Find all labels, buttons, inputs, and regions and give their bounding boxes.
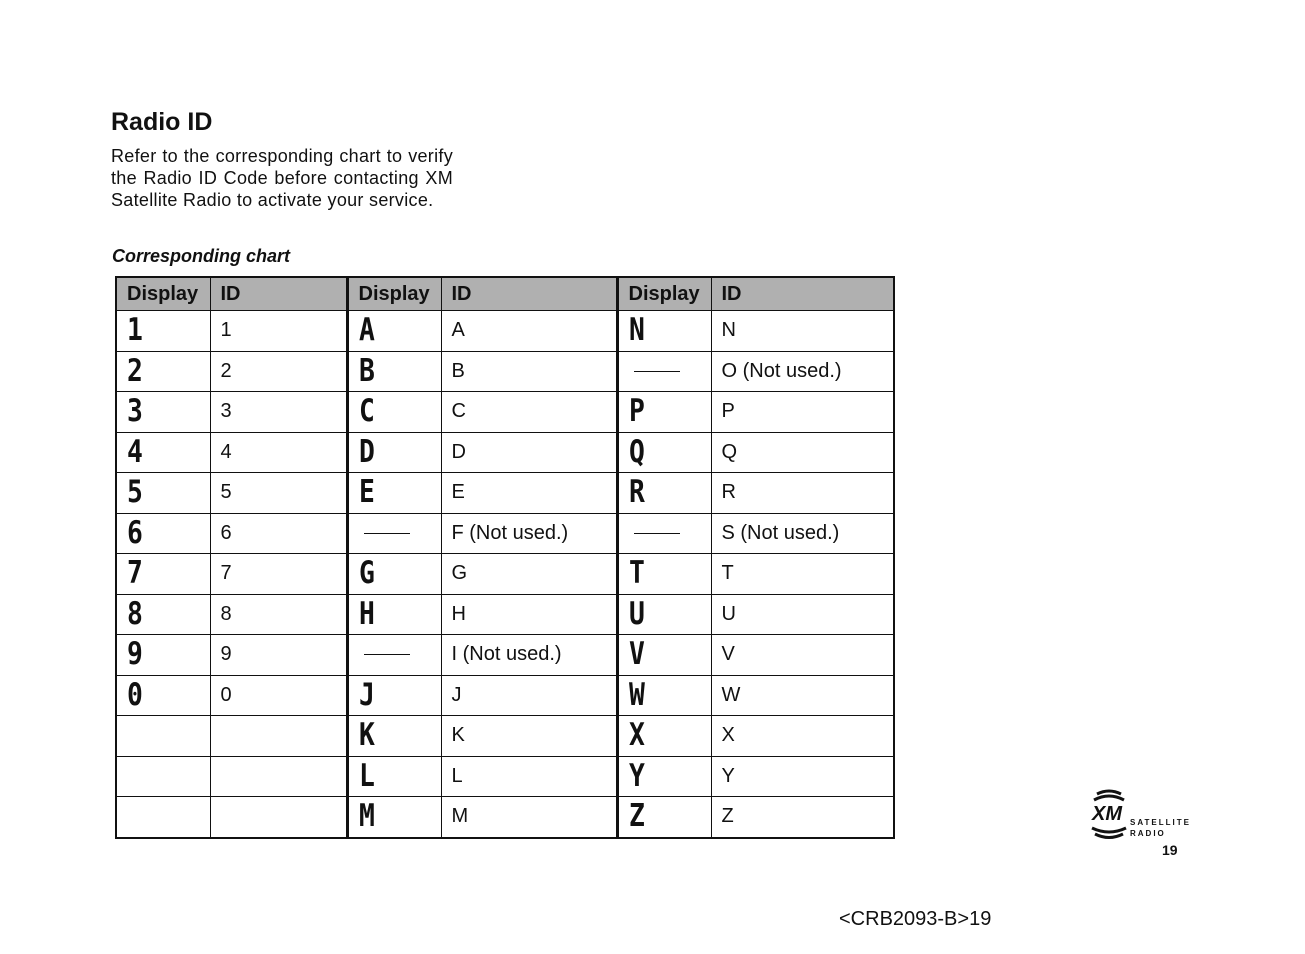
header-id-1: ID (210, 277, 347, 311)
display-cell (116, 675, 210, 716)
display-glyph: 3 (127, 393, 143, 430)
display-glyph: 9 (127, 636, 143, 673)
id-cell: 3 (210, 392, 347, 433)
id-cell: N (711, 311, 894, 352)
display-glyph: K (358, 717, 375, 754)
id-cell (210, 797, 347, 838)
id-cell: U (711, 594, 894, 635)
id-cell: 0 (210, 675, 347, 716)
id-cell: D (441, 432, 617, 473)
header-display-3: Display (617, 277, 711, 311)
header-display-2: Display (347, 277, 441, 311)
not-used-dash (634, 533, 680, 534)
display-glyph: T (628, 555, 645, 592)
header-id-2: ID (441, 277, 617, 311)
id-cell: F (Not used.) (441, 513, 617, 554)
display-glyph: Z (628, 798, 645, 835)
intro-paragraph: Refer to the corresponding chart to verify the Radio ID Code before contacting XM Satellite Radio to activate your service. (111, 146, 453, 210)
logo-text-satellite: SATELLITE (1130, 818, 1191, 827)
display-cell (347, 311, 441, 352)
display-glyph: 8 (127, 595, 143, 632)
display-cell (116, 351, 210, 392)
display-glyph: P (628, 393, 645, 430)
table-row (116, 392, 894, 433)
id-cell: C (441, 392, 617, 433)
id-cell: S (Not used.) (711, 513, 894, 554)
table-row (116, 554, 894, 595)
display-glyph: Y (628, 757, 645, 794)
logo-xm-mark: XM (1092, 803, 1122, 825)
display-glyph: Q (628, 433, 645, 470)
display-glyph: 5 (127, 474, 143, 511)
display-cell (617, 594, 711, 635)
display-cell (617, 432, 711, 473)
display-cell (116, 473, 210, 514)
id-cell: P (711, 392, 894, 433)
id-cell: E (441, 473, 617, 514)
id-cell: 2 (210, 351, 347, 392)
table-row (116, 311, 894, 352)
radio-id-chart (115, 276, 895, 839)
id-cell: K (441, 716, 617, 757)
display-glyph: 6 (127, 514, 143, 551)
chart-header-row (116, 277, 894, 311)
display-cell (617, 473, 711, 514)
display-cell (617, 513, 711, 554)
id-cell: 9 (210, 635, 347, 676)
id-cell: 4 (210, 432, 347, 473)
id-cell: Z (711, 797, 894, 838)
display-cell (347, 351, 441, 392)
display-glyph: G (358, 555, 375, 592)
chart-label: Corresponding chart (112, 246, 291, 266)
display-cell (116, 311, 210, 352)
id-cell: J (441, 675, 617, 716)
id-cell: T (711, 554, 894, 595)
display-glyph: U (628, 595, 645, 632)
display-cell (347, 392, 441, 433)
page-number: 19 (1162, 842, 1178, 858)
table-row (116, 756, 894, 797)
id-cell: M (441, 797, 617, 838)
display-cell (347, 756, 441, 797)
display-glyph: L (358, 757, 375, 794)
id-cell: 1 (210, 311, 347, 352)
display-glyph: A (358, 312, 375, 349)
table-row (116, 716, 894, 757)
id-cell: I (Not used.) (441, 635, 617, 676)
display-cell (116, 797, 210, 838)
display-cell (617, 392, 711, 433)
display-cell (347, 716, 441, 757)
id-cell: 8 (210, 594, 347, 635)
display-cell (347, 797, 441, 838)
display-cell (116, 716, 210, 757)
id-cell: L (441, 756, 617, 797)
table-row (116, 797, 894, 838)
display-cell (347, 594, 441, 635)
display-glyph: W (628, 676, 645, 713)
display-cell (617, 675, 711, 716)
display-glyph: X (628, 717, 645, 754)
display-cell (347, 635, 441, 676)
display-cell (617, 797, 711, 838)
table-row (116, 513, 894, 554)
display-glyph: 2 (127, 352, 143, 389)
id-cell: V (711, 635, 894, 676)
display-cell (116, 392, 210, 433)
id-cell: X (711, 716, 894, 757)
display-cell (347, 473, 441, 514)
display-cell (347, 513, 441, 554)
display-cell (116, 513, 210, 554)
page-title: Radio ID (111, 108, 213, 136)
display-cell (617, 351, 711, 392)
display-cell (116, 432, 210, 473)
table-row (116, 635, 894, 676)
display-glyph: N (628, 312, 645, 349)
id-cell: O (Not used.) (711, 351, 894, 392)
id-cell (210, 756, 347, 797)
display-cell (347, 432, 441, 473)
display-glyph: 0 (127, 676, 143, 713)
display-glyph: J (358, 676, 375, 713)
display-glyph: V (628, 636, 645, 673)
header-display-1: Display (116, 277, 210, 311)
display-cell (617, 756, 711, 797)
table-row (116, 473, 894, 514)
id-cell: R (711, 473, 894, 514)
display-cell (617, 311, 711, 352)
table-row (116, 594, 894, 635)
id-cell: 5 (210, 473, 347, 514)
display-glyph: 1 (127, 312, 143, 349)
display-cell (347, 554, 441, 595)
display-glyph: R (628, 474, 645, 511)
id-cell: 7 (210, 554, 347, 595)
display-glyph: M (358, 798, 375, 835)
display-glyph: 7 (127, 555, 143, 592)
id-cell: Y (711, 756, 894, 797)
display-glyph: B (358, 352, 375, 389)
table-row (116, 351, 894, 392)
id-cell: B (441, 351, 617, 392)
document-code: <CRB2093-B>19 (839, 908, 992, 930)
table-row (116, 675, 894, 716)
logo-text-radio: RADIO (1130, 829, 1166, 838)
header-id-3: ID (711, 277, 894, 311)
display-glyph: C (358, 393, 375, 430)
not-used-dash (364, 654, 410, 655)
display-cell (617, 554, 711, 595)
display-cell (116, 635, 210, 676)
display-cell (617, 635, 711, 676)
display-glyph: H (358, 595, 375, 632)
id-cell: W (711, 675, 894, 716)
table-row (116, 432, 894, 473)
id-cell: Q (711, 432, 894, 473)
display-cell (116, 594, 210, 635)
id-cell: A (441, 311, 617, 352)
id-cell (210, 716, 347, 757)
not-used-dash (634, 371, 680, 372)
display-cell (617, 716, 711, 757)
display-cell (116, 554, 210, 595)
id-cell: G (441, 554, 617, 595)
display-glyph: E (358, 474, 375, 511)
display-cell (347, 675, 441, 716)
display-cell (116, 756, 210, 797)
not-used-dash (364, 533, 410, 534)
id-cell: 6 (210, 513, 347, 554)
display-glyph: 4 (127, 433, 143, 470)
id-cell: H (441, 594, 617, 635)
display-glyph: D (358, 433, 375, 470)
